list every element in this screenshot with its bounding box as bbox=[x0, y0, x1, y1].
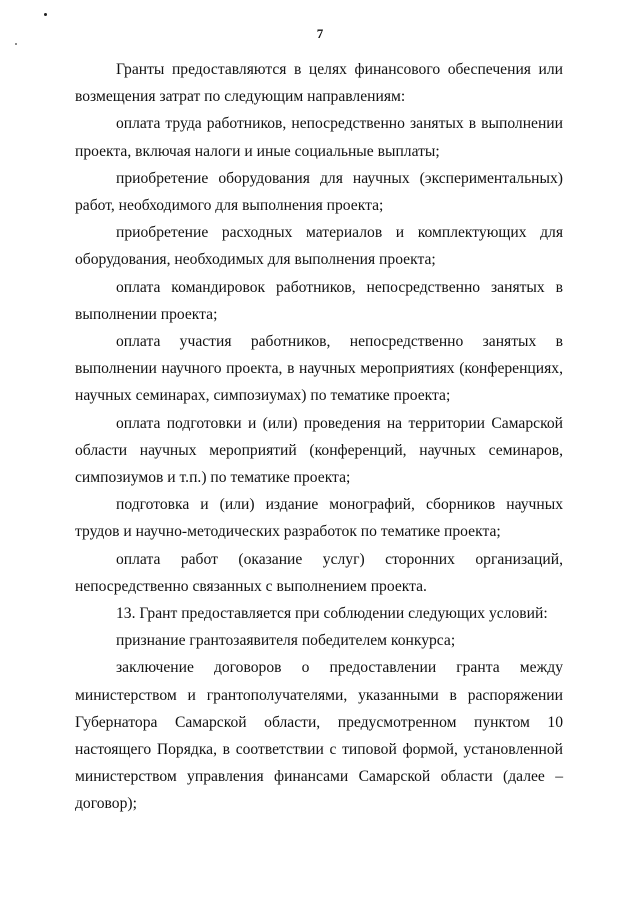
paragraph-contract-conclusion: заключение договоров о предоставлении гранта между министерством и грантополучателями, указанными в распоряжении Губернатора Самарской области, предусмотренном пунктом 10 настоящего Порядка, в соответствии с типовой формой, установленной министерством управления финансами Самарской области (далее – договор); bbox=[75, 659, 563, 813]
paragraph-materials-purchase: приобретение расходных материалов и комплектующих для оборудования, необходимых для выполнения проекта; bbox=[75, 224, 563, 269]
paragraph-business-trips: оплата командировок работников, непосредственно занятых в выполнении проекта; bbox=[75, 278, 563, 323]
paragraph-section-13: 13. Грант предоставляется при соблюдении следующих условий: bbox=[116, 605, 548, 623]
paragraph-grants-purpose: Гранты предоставляются в целях финансового обеспечения или возмещения затрат по следующим направлениям: bbox=[75, 61, 563, 106]
paragraph-publications: подготовка и (или) издание монографий, сборников научных трудов и научно-методических разработок по тематике проекта; bbox=[75, 496, 563, 541]
page-number: 7 bbox=[316, 26, 324, 41]
scan-speck bbox=[15, 43, 17, 45]
paragraph-event-participation: оплата участия работников, непосредственно занятых в выполнении научного проекта, в научных мероприятиях (конференциях, научных семинарах, симпозиумах) по тематике проекта; bbox=[75, 333, 563, 405]
paragraph-third-party-services: оплата работ (оказание услуг) сторонних организаций, непосредственно связанных с выполнением проекта. bbox=[75, 550, 563, 595]
paragraph-event-organization: оплата подготовки и (или) проведения на территории Самарской области научных мероприятий (конференций, научных семинаров, симпозиумов и т.п.) по тематике проекта; bbox=[75, 414, 563, 487]
scan-speck bbox=[44, 13, 47, 16]
paragraph-contest-winner: признание грантозаявителя победителем конкурса; bbox=[116, 632, 456, 650]
paragraph-equipment-purchase: приобретение оборудования для научных (экспериментальных) работ, необходимого для выполнения проекта; bbox=[75, 169, 563, 215]
document-body bbox=[75, 56, 563, 818]
paragraph-labor-payment: оплата труда работников, непосредственно занятых в выполнении проекта, включая налоги и иные социальные выплаты; bbox=[75, 115, 563, 160]
